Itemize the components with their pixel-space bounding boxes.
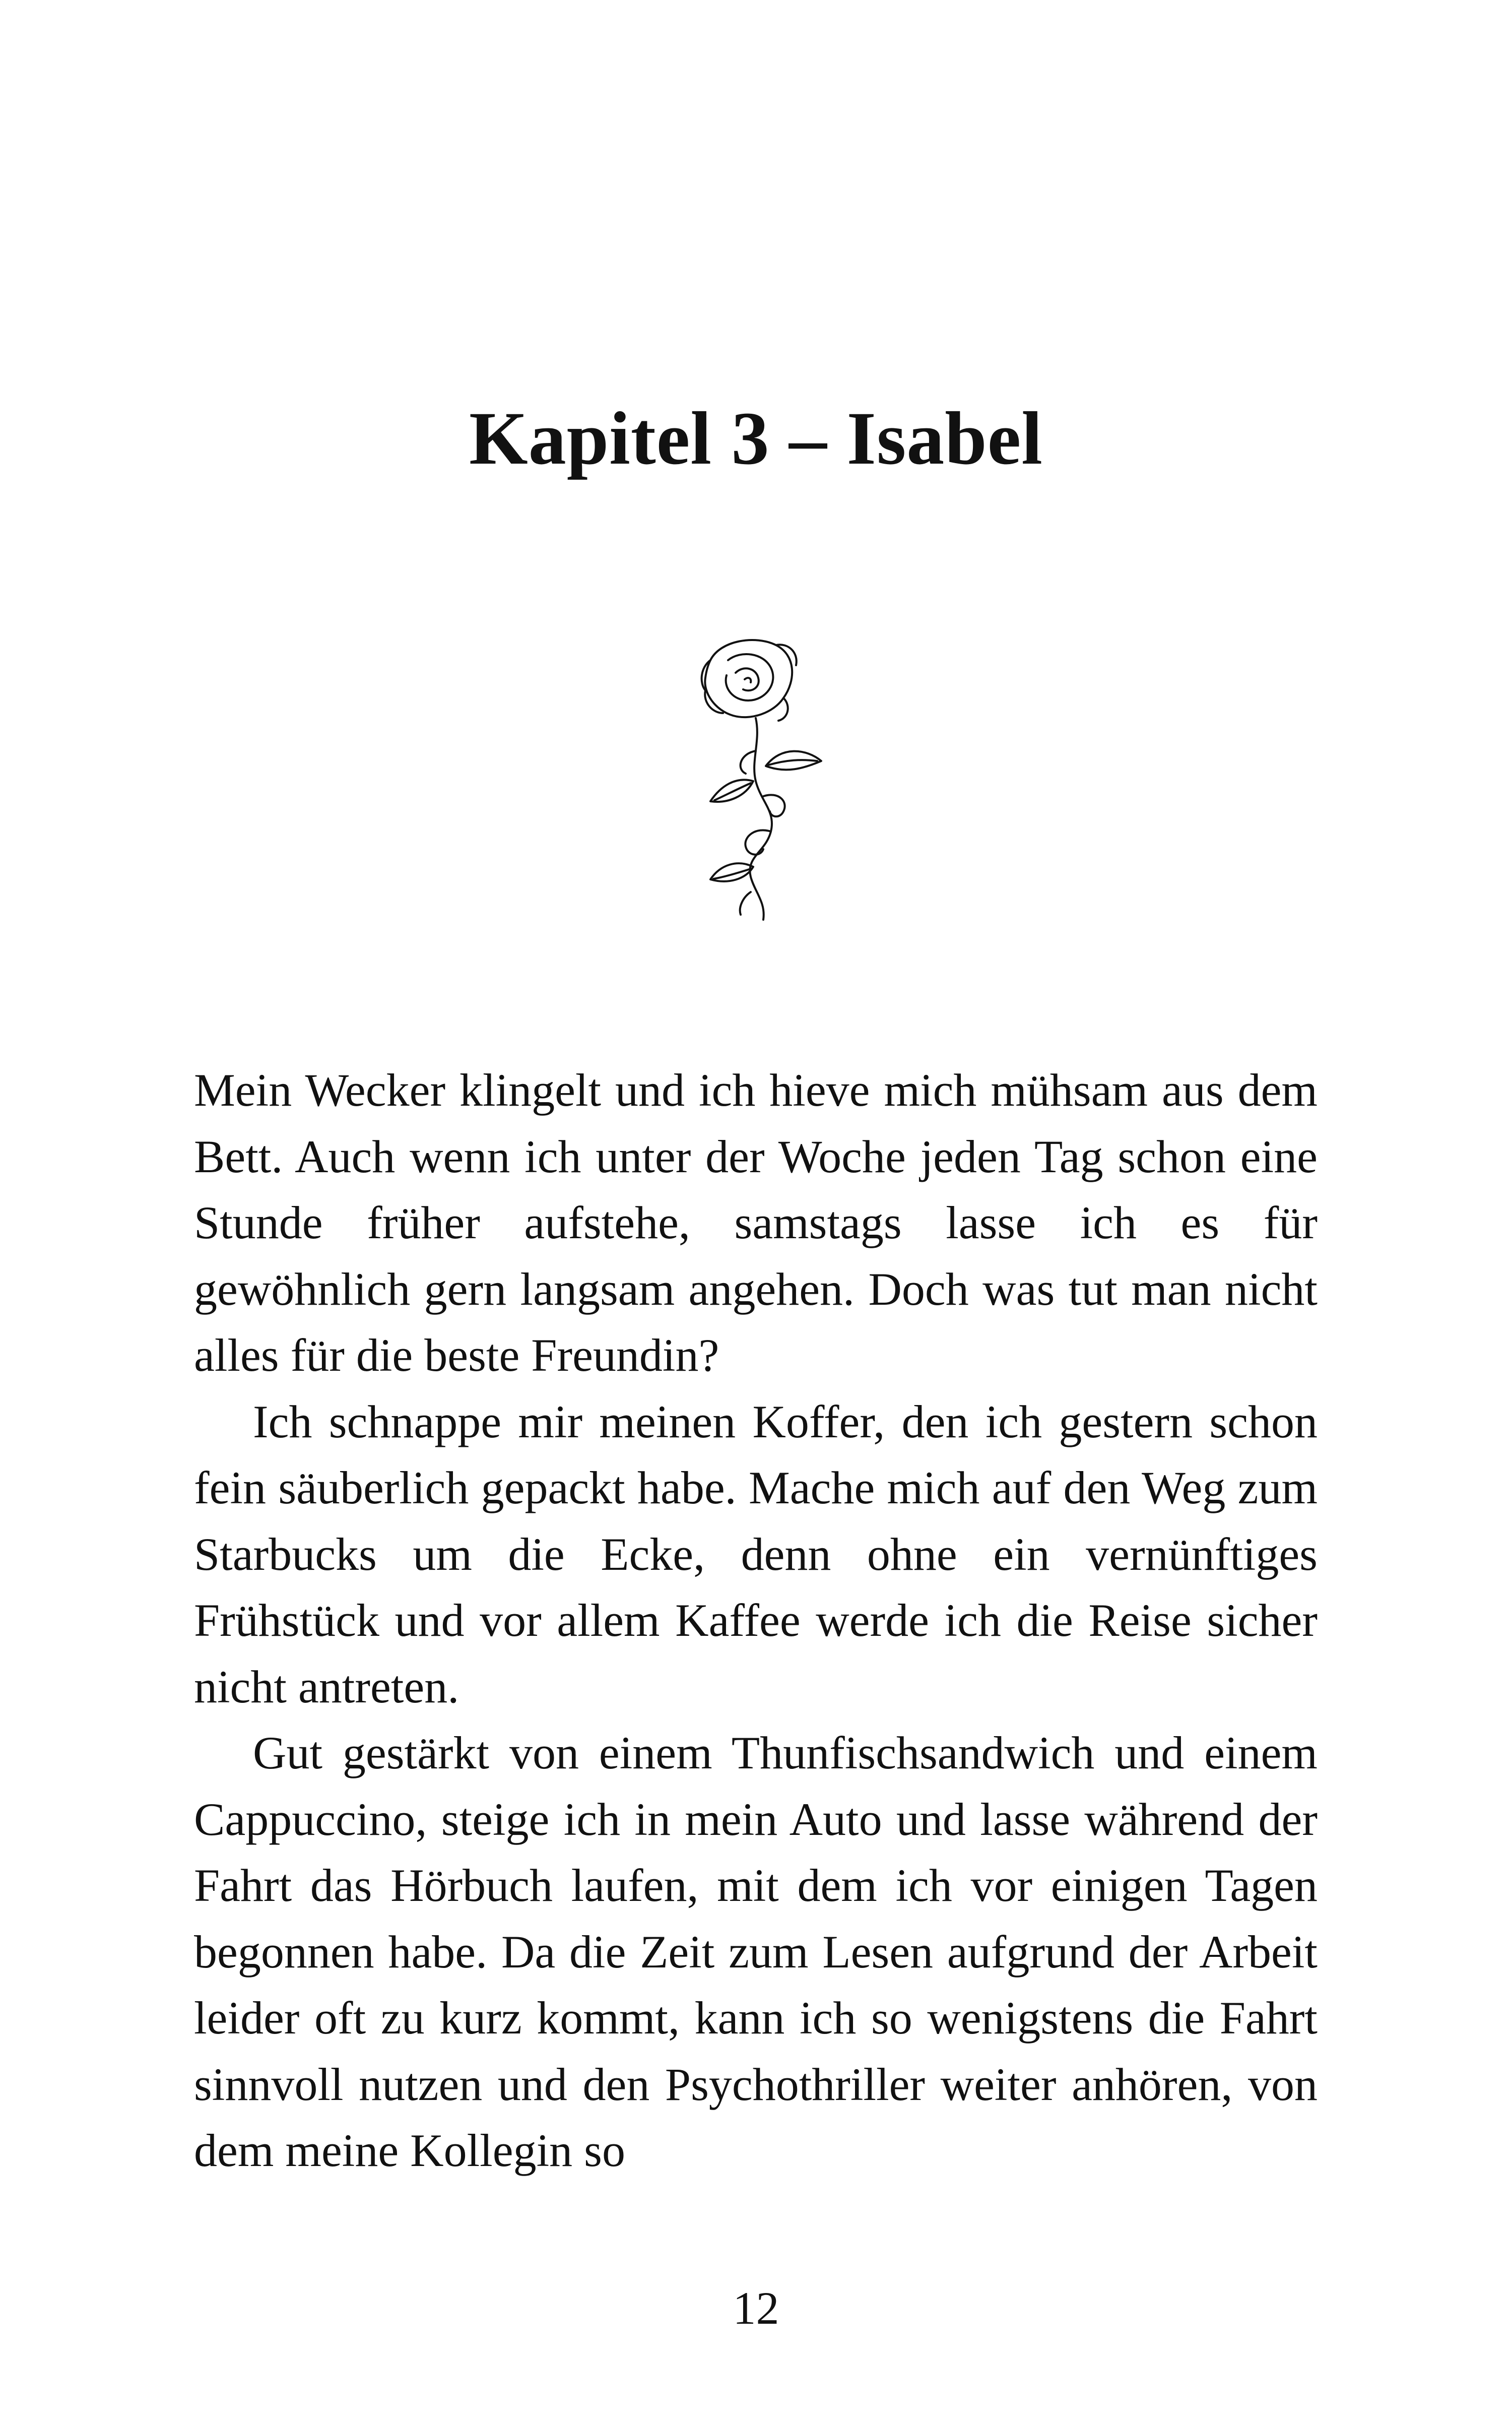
body-text bbox=[194, 1057, 1318, 2184]
rose-icon bbox=[680, 630, 846, 922]
paragraph-2: Ich schnappe mir meinen Koffer, den ich gestern schon fein säuberlich gepackt habe. Mache mich auf den Weg zum Starbucks um die Ecke, denn ohne ein vernünftiges Frühstück und vor allem Kaffee werde ich die Reise sicher nicht antreten. bbox=[194, 1395, 1318, 1712]
paragraph-3: Gut gestärkt von einem Thunfischsandwich und einem Cappuccino, steige ich in mein Auto und lasse während der Fahrt das Hörbuch laufen, mit dem ich vor einigen Tagen begonnen habe. Da die Zeit zum Lesen aufgrund der Arbeit leider oft zu kurz kommt, kann ich so wenigstens die Fahrt sinnvoll nutzen und den Psychothriller weiter anhören, von dem meine Kollegin so bbox=[194, 1727, 1318, 2176]
page-number: 12 bbox=[733, 2282, 779, 2334]
paragraph-1: Mein Wecker klingelt und ich hieve mich mühsam aus dem Bett. Auch wenn ich unter der Woche jeden Tag schon eine Stunde früher aufstehe, samstags lasse ich es für gewöhnlich gern langsam angehen. Doch was tut man nicht alles für die beste Freundin? bbox=[194, 1064, 1318, 1381]
chapter-title: Kapitel 3 – Isabel bbox=[469, 397, 1043, 480]
